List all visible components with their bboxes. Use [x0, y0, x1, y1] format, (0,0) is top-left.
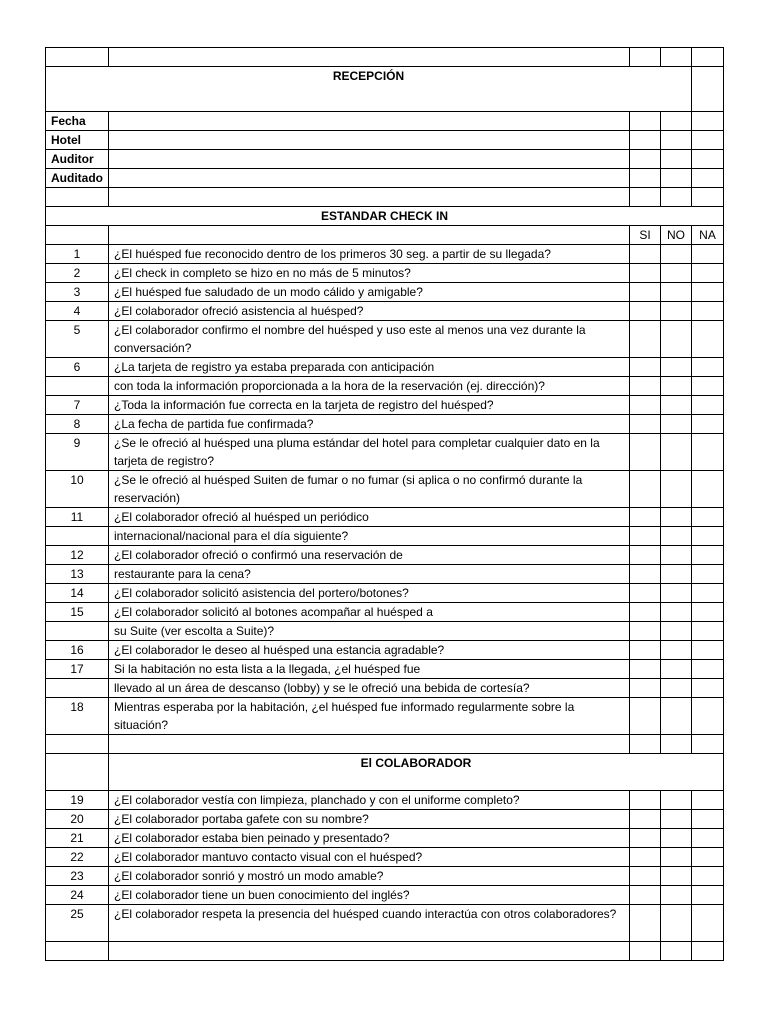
checkbox-cell[interactable] — [630, 48, 661, 67]
checklist-body — [46, 48, 724, 961]
si-checkbox-cell[interactable] — [630, 660, 661, 679]
question-row — [46, 698, 724, 735]
no-checkbox-cell[interactable] — [661, 679, 692, 698]
na-checkbox-cell[interactable] — [692, 905, 724, 942]
si-checkbox-cell[interactable] — [630, 810, 661, 829]
question-row — [46, 283, 724, 302]
no-checkbox-cell[interactable] — [661, 848, 692, 867]
blank-cell — [46, 226, 109, 245]
question-text: restaurante para la cena? — [109, 565, 630, 584]
no-checkbox-cell[interactable] — [661, 396, 692, 415]
question-number: 11 — [46, 508, 109, 527]
question-row — [46, 471, 724, 508]
blank-cell — [46, 735, 109, 754]
blank-cell — [109, 48, 630, 67]
na-checkbox-cell[interactable] — [692, 245, 724, 264]
na-checkbox-cell[interactable] — [692, 829, 724, 848]
na-checkbox-cell[interactable] — [692, 527, 724, 546]
no-checkbox-cell[interactable] — [661, 735, 692, 754]
no-checkbox-cell[interactable] — [661, 188, 692, 207]
question-number: 17 — [46, 660, 109, 679]
question-text: ¿El colaborador ofreció al huésped un periódico — [109, 508, 630, 527]
question-text: con toda la información proporcionada a la hora de la reservación (ej. dirección)? — [109, 377, 630, 396]
question-text: ¿La fecha de partida fue confirmada? — [109, 415, 630, 434]
na-checkbox-cell[interactable] — [692, 283, 724, 302]
question-row — [46, 622, 724, 641]
question-row — [46, 848, 724, 867]
question-number: 3 — [46, 283, 109, 302]
question-row — [46, 886, 724, 905]
field-row-hotel — [46, 131, 724, 150]
field-value-input[interactable] — [109, 169, 630, 188]
si-checkbox-cell[interactable] — [630, 603, 661, 622]
no-checkbox-cell[interactable] — [661, 112, 692, 131]
no-checkbox-cell[interactable] — [661, 508, 692, 527]
blank-cell — [46, 48, 109, 67]
question-row — [46, 641, 724, 660]
si-checkbox-cell[interactable] — [630, 565, 661, 584]
question-row — [46, 603, 724, 622]
no-checkbox-cell[interactable] — [661, 867, 692, 886]
si-checkbox-cell[interactable] — [630, 584, 661, 603]
collaborator-title-row — [46, 754, 724, 791]
na-checkbox-cell[interactable] — [692, 321, 724, 358]
na-checkbox-cell[interactable] — [692, 867, 724, 886]
field-value-input[interactable] — [109, 131, 630, 150]
si-checkbox-cell[interactable] — [630, 867, 661, 886]
na-checkbox-cell[interactable] — [692, 358, 724, 377]
si-checkbox-cell[interactable] — [630, 396, 661, 415]
na-column-header: NA — [692, 226, 724, 245]
si-checkbox-cell[interactable] — [630, 131, 661, 150]
na-checkbox-cell[interactable] — [692, 622, 724, 641]
question-number: 18 — [46, 698, 109, 735]
na-checkbox-cell[interactable] — [692, 810, 724, 829]
question-number: 16 — [46, 641, 109, 660]
question-text: ¿El colaborador estaba bien peinado y presentado? — [109, 829, 630, 848]
question-number: 10 — [46, 471, 109, 508]
no-checkbox-cell[interactable] — [661, 905, 692, 942]
question-number: 2 — [46, 264, 109, 283]
question-number: 9 — [46, 434, 109, 471]
question-number: 8 — [46, 415, 109, 434]
no-checkbox-cell[interactable] — [661, 434, 692, 471]
question-text: ¿El colaborador solicitó asistencia del portero/botones? — [109, 584, 630, 603]
question-text: ¿El colaborador ofreció asistencia al huésped? — [109, 302, 630, 321]
question-text: ¿El colaborador ofreció o confirmó una reservación de — [109, 546, 630, 565]
no-checkbox-cell[interactable] — [661, 169, 692, 188]
na-checkbox-cell[interactable] — [692, 565, 724, 584]
question-row — [46, 302, 724, 321]
no-checkbox-cell[interactable] — [661, 415, 692, 434]
no-checkbox-cell[interactable] — [661, 886, 692, 905]
question-text: ¿El colaborador portaba gafete con su nombre? — [109, 810, 630, 829]
question-number: 24 — [46, 886, 109, 905]
question-number: 15 — [46, 603, 109, 622]
na-checkbox-cell[interactable] — [692, 641, 724, 660]
reception-title: RECEPCIÓN — [46, 67, 692, 112]
collaborator-title: El COLABORADOR — [109, 754, 724, 791]
no-checkbox-cell[interactable] — [661, 622, 692, 641]
question-text: Mientras esperaba por la habitación, ¿el huésped fue informado regularmente sobre la situación? — [109, 698, 630, 735]
question-row — [46, 584, 724, 603]
na-checkbox-cell[interactable] — [692, 150, 724, 169]
no-checkbox-cell[interactable] — [661, 131, 692, 150]
na-checkbox-cell[interactable] — [692, 188, 724, 207]
question-number: 13 — [46, 565, 109, 584]
no-checkbox-cell[interactable] — [661, 603, 692, 622]
question-number: 14 — [46, 584, 109, 603]
question-text: ¿El check in completo se hizo en no más de 5 minutos? — [109, 264, 630, 283]
question-text: ¿El huésped fue saludado de un modo cálido y amigable? — [109, 283, 630, 302]
blank-cell — [109, 735, 630, 754]
question-number: 19 — [46, 791, 109, 810]
si-checkbox-cell[interactable] — [630, 508, 661, 527]
question-row — [46, 829, 724, 848]
question-number: 21 — [46, 829, 109, 848]
blank-cell — [46, 188, 109, 207]
question-text: ¿El colaborador le deseo al huésped una estancia agradable? — [109, 641, 630, 660]
si-checkbox-cell[interactable] — [630, 112, 661, 131]
no-checkbox-cell[interactable] — [661, 302, 692, 321]
checklist-table — [45, 47, 724, 961]
blank-cell — [109, 226, 630, 245]
question-number: 23 — [46, 867, 109, 886]
question-text: Si la habitación no esta lista a la llegada, ¿el huésped fue — [109, 660, 630, 679]
si-checkbox-cell[interactable] — [630, 546, 661, 565]
field-value-input[interactable] — [109, 112, 630, 131]
na-checkbox-cell[interactable] — [692, 584, 724, 603]
blank-cell — [46, 942, 109, 961]
answer-header-row — [46, 226, 724, 245]
question-row — [46, 791, 724, 810]
si-checkbox-cell[interactable] — [630, 169, 661, 188]
si-column-header: SI — [630, 226, 661, 245]
no-checkbox-cell[interactable] — [661, 641, 692, 660]
question-row — [46, 377, 724, 396]
na-checkbox-cell[interactable] — [692, 679, 724, 698]
si-checkbox-cell[interactable] — [630, 641, 661, 660]
no-checkbox-cell[interactable] — [661, 358, 692, 377]
blank-row — [46, 735, 724, 754]
question-text: ¿Toda la información fue correcta en la tarjeta de registro del huésped? — [109, 396, 630, 415]
na-checkbox-cell[interactable] — [692, 886, 724, 905]
na-checkbox-cell[interactable] — [692, 396, 724, 415]
question-row — [46, 415, 724, 434]
reception-title-row — [46, 67, 724, 112]
question-number: 4 — [46, 302, 109, 321]
si-checkbox-cell[interactable] — [630, 302, 661, 321]
blank-cell — [109, 942, 630, 961]
checkin-title-row — [46, 207, 724, 226]
si-checkbox-cell[interactable] — [630, 471, 661, 508]
no-checkbox-cell[interactable] — [661, 245, 692, 264]
question-row — [46, 434, 724, 471]
si-checkbox-cell[interactable] — [630, 698, 661, 735]
na-checkbox-cell[interactable] — [692, 660, 724, 679]
question-text: ¿El colaborador vestía con limpieza, planchado y con el uniforme completo? — [109, 791, 630, 810]
blank-cell — [692, 67, 724, 112]
si-checkbox-cell[interactable] — [630, 377, 661, 396]
no-checkbox-cell[interactable] — [661, 471, 692, 508]
question-text: ¿La tarjeta de registro ya estaba preparada con anticipación — [109, 358, 630, 377]
question-text: su Suite (ver escolta a Suite)? — [109, 622, 630, 641]
si-checkbox-cell[interactable] — [630, 321, 661, 358]
na-checkbox-cell[interactable] — [692, 415, 724, 434]
na-checkbox-cell[interactable] — [692, 169, 724, 188]
question-text: ¿El colaborador confirmo el nombre del huésped y uso este al menos una vez durante la conversación? — [109, 321, 630, 358]
field-label: Auditado — [46, 169, 109, 188]
si-checkbox-cell[interactable] — [630, 886, 661, 905]
question-row — [46, 905, 724, 942]
question-row — [46, 546, 724, 565]
si-checkbox-cell[interactable] — [630, 679, 661, 698]
question-number — [46, 527, 109, 546]
checkbox-cell[interactable] — [692, 48, 724, 67]
question-row — [46, 396, 724, 415]
field-label: Fecha — [46, 112, 109, 131]
question-row — [46, 527, 724, 546]
si-checkbox-cell[interactable] — [630, 527, 661, 546]
field-row-auditado — [46, 169, 724, 188]
question-text: internacional/nacional para el día siguiente? — [109, 527, 630, 546]
si-checkbox-cell[interactable] — [630, 735, 661, 754]
question-row — [46, 508, 724, 527]
field-label: Auditor — [46, 150, 109, 169]
no-checkbox-cell[interactable] — [661, 829, 692, 848]
question-number: 6 — [46, 358, 109, 377]
no-checkbox-cell[interactable] — [661, 264, 692, 283]
question-row — [46, 565, 724, 584]
si-checkbox-cell[interactable] — [630, 942, 661, 961]
audit-sheet — [45, 47, 723, 961]
no-checkbox-cell[interactable] — [661, 660, 692, 679]
question-row — [46, 245, 724, 264]
no-checkbox-cell[interactable] — [661, 584, 692, 603]
question-row — [46, 264, 724, 283]
field-row-auditor — [46, 150, 724, 169]
na-checkbox-cell[interactable] — [692, 942, 724, 961]
na-checkbox-cell[interactable] — [692, 508, 724, 527]
no-checkbox-cell[interactable] — [661, 565, 692, 584]
si-checkbox-cell[interactable] — [630, 264, 661, 283]
si-checkbox-cell[interactable] — [630, 150, 661, 169]
blank-row — [46, 48, 724, 67]
no-column-header: NO — [661, 226, 692, 245]
si-checkbox-cell[interactable] — [630, 415, 661, 434]
checkin-title: ESTANDAR CHECK IN — [46, 207, 724, 226]
question-number: 5 — [46, 321, 109, 358]
question-row — [46, 358, 724, 377]
si-checkbox-cell[interactable] — [630, 283, 661, 302]
blank-cell — [46, 754, 109, 791]
question-text: ¿Se le ofreció al huésped una pluma estándar del hotel para completar cualquier dato en la tarjeta de registro? — [109, 434, 630, 471]
question-number — [46, 377, 109, 396]
question-row — [46, 679, 724, 698]
si-checkbox-cell[interactable] — [630, 905, 661, 942]
na-checkbox-cell[interactable] — [692, 791, 724, 810]
si-checkbox-cell[interactable] — [630, 848, 661, 867]
no-checkbox-cell[interactable] — [661, 321, 692, 358]
question-text: ¿El colaborador mantuvo contacto visual con el huésped? — [109, 848, 630, 867]
question-text: ¿El colaborador sonrió y mostró un modo amable? — [109, 867, 630, 886]
question-row — [46, 321, 724, 358]
na-checkbox-cell[interactable] — [692, 698, 724, 735]
no-checkbox-cell[interactable] — [661, 698, 692, 735]
no-checkbox-cell[interactable] — [661, 283, 692, 302]
no-checkbox-cell[interactable] — [661, 527, 692, 546]
na-checkbox-cell[interactable] — [692, 302, 724, 321]
na-checkbox-cell[interactable] — [692, 131, 724, 150]
question-text: llevado al un área de descanso (lobby) y se le ofreció una bebida de cortesía? — [109, 679, 630, 698]
question-row — [46, 810, 724, 829]
question-number: 12 — [46, 546, 109, 565]
question-text: ¿El huésped fue reconocido dentro de los primeros 30 seg. a partir de su llegada? — [109, 245, 630, 264]
field-value-input[interactable] — [109, 150, 630, 169]
na-checkbox-cell[interactable] — [692, 471, 724, 508]
si-checkbox-cell[interactable] — [630, 434, 661, 471]
field-row-fecha — [46, 112, 724, 131]
na-checkbox-cell[interactable] — [692, 735, 724, 754]
checkbox-cell[interactable] — [661, 48, 692, 67]
blank-row — [46, 942, 724, 961]
na-checkbox-cell[interactable] — [692, 112, 724, 131]
question-text: ¿Se le ofreció al huésped Suiten de fumar o no fumar (si aplica o no confirmó durante la reservación) — [109, 471, 630, 508]
blank-cell — [109, 188, 630, 207]
no-checkbox-cell[interactable] — [661, 791, 692, 810]
blank-row — [46, 188, 724, 207]
si-checkbox-cell[interactable] — [630, 358, 661, 377]
si-checkbox-cell[interactable] — [630, 188, 661, 207]
si-checkbox-cell[interactable] — [630, 245, 661, 264]
question-number: 1 — [46, 245, 109, 264]
na-checkbox-cell[interactable] — [692, 546, 724, 565]
no-checkbox-cell[interactable] — [661, 942, 692, 961]
question-number — [46, 622, 109, 641]
question-number: 25 — [46, 905, 109, 942]
question-number — [46, 679, 109, 698]
question-text: ¿El colaborador tiene un buen conocimiento del inglés? — [109, 886, 630, 905]
si-checkbox-cell[interactable] — [630, 791, 661, 810]
question-number: 20 — [46, 810, 109, 829]
no-checkbox-cell[interactable] — [661, 810, 692, 829]
question-row — [46, 867, 724, 886]
na-checkbox-cell[interactable] — [692, 434, 724, 471]
na-checkbox-cell[interactable] — [692, 848, 724, 867]
question-text: ¿El colaborador solicitó al botones acompañar al huésped a — [109, 603, 630, 622]
question-number: 7 — [46, 396, 109, 415]
na-checkbox-cell[interactable] — [692, 377, 724, 396]
no-checkbox-cell[interactable] — [661, 546, 692, 565]
na-checkbox-cell[interactable] — [692, 603, 724, 622]
field-label: Hotel — [46, 131, 109, 150]
question-text: ¿El colaborador respeta la presencia del huésped cuando interactúa con otros colaboradores? — [109, 905, 630, 942]
no-checkbox-cell[interactable] — [661, 377, 692, 396]
si-checkbox-cell[interactable] — [630, 829, 661, 848]
question-row — [46, 660, 724, 679]
question-number: 22 — [46, 848, 109, 867]
no-checkbox-cell[interactable] — [661, 150, 692, 169]
na-checkbox-cell[interactable] — [692, 264, 724, 283]
si-checkbox-cell[interactable] — [630, 622, 661, 641]
